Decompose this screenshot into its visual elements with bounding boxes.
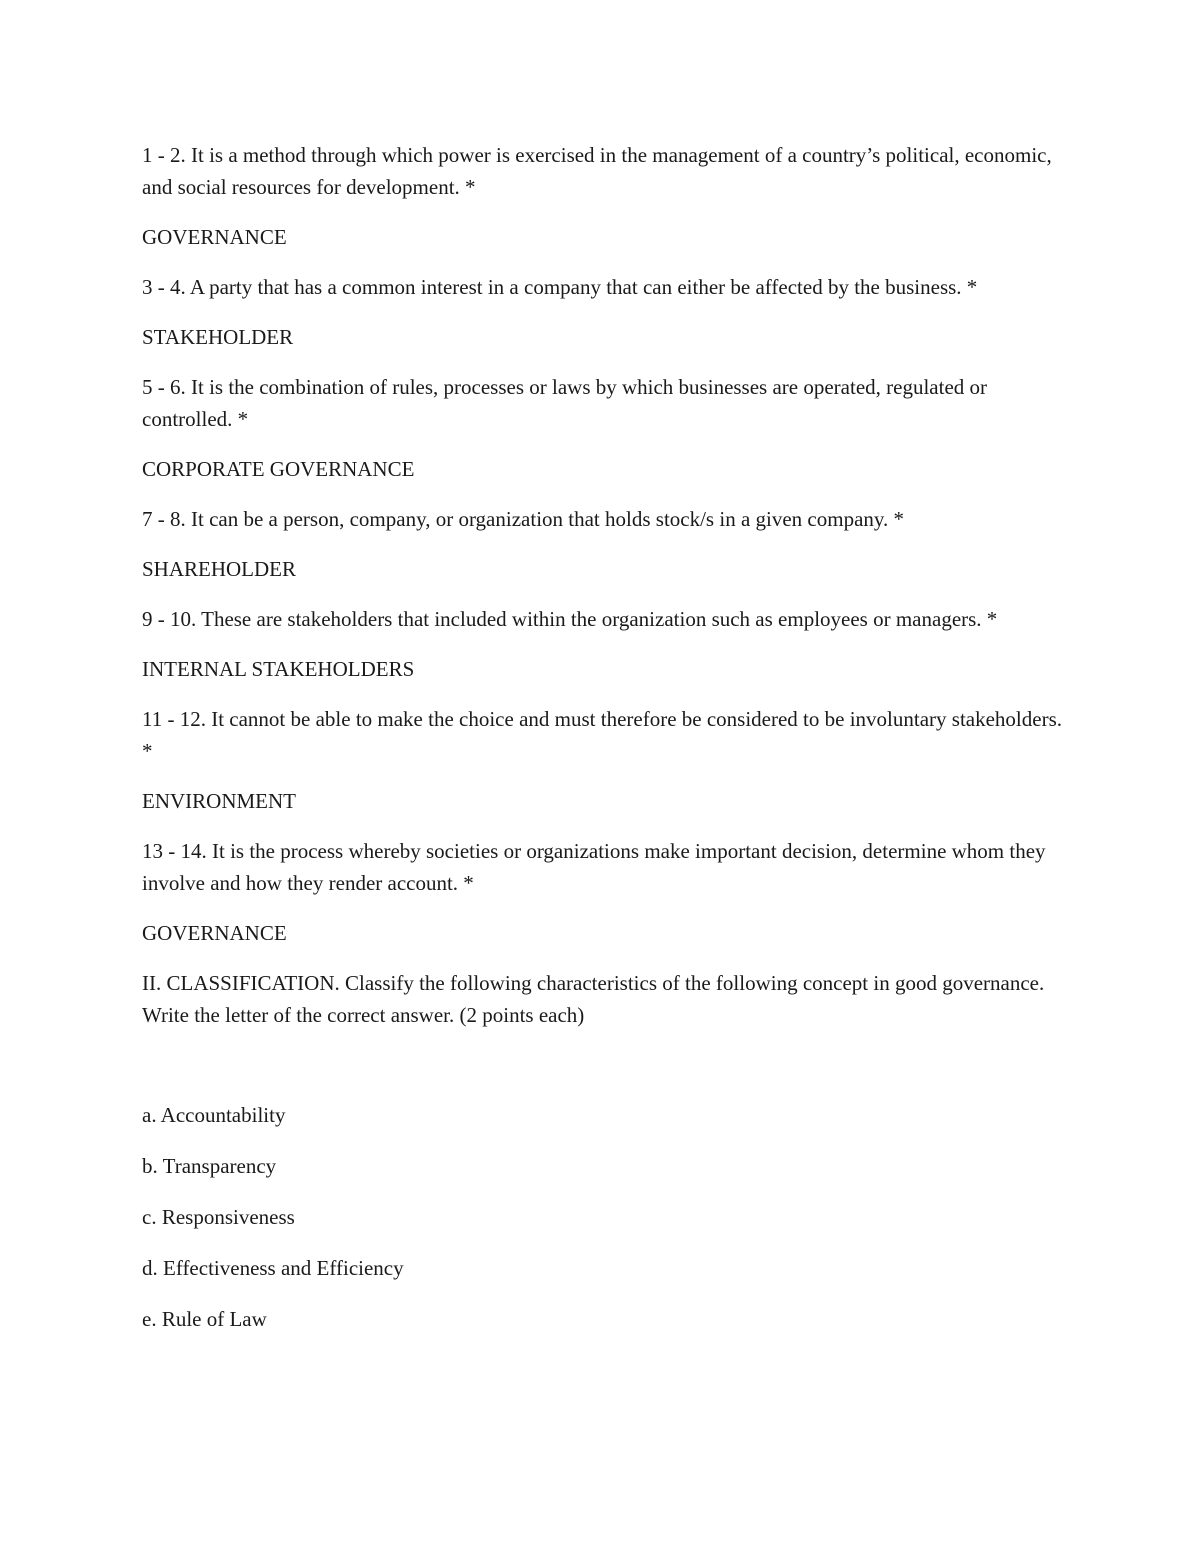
option-d: d. Effectiveness and Efficiency [142,1256,404,1280]
document-body [142,139,1062,1354]
option-c: c. Responsiveness [142,1205,295,1229]
question-1-2: 1 - 2. It is a method through which power is exercised in the management of a country’s political, economic, and social resources for development. * [142,143,1052,199]
answer-5-6: CORPORATE GOVERNANCE [142,457,415,481]
answer-3-4: STAKEHOLDER [142,325,294,349]
answer-1-2: GOVERNANCE [142,225,287,249]
answer-9-10: INTERNAL STAKEHOLDERS [142,657,415,681]
question-11-12: 11 - 12. It cannot be able to make the choice and must therefore be considered to be involuntary stakeholders. * [142,707,1062,763]
question-5-6: 5 - 6. It is the combination of rules, processes or laws by which businesses are operated, regulated or controlled. * [142,375,988,431]
question-9-10: 9 - 10. These are stakeholders that included within the organization such as employees or managers. * [142,607,998,631]
question-13-14: 13 - 14. It is the process whereby societies or organizations make important decision, determine whom they involve and how they render account. * [142,839,1046,895]
answer-13-14: GOVERNANCE [142,921,287,945]
answer-11-12: ENVIRONMENT [142,789,296,813]
classification-heading: II. CLASSIFICATION. Classify the following characteristics of the following concept in good governance. Write the letter of the correct answer. (2 points each) [142,971,1045,1027]
answer-7-8: SHAREHOLDER [142,557,297,581]
option-b: b. Transparency [142,1154,277,1178]
question-3-4: 3 - 4. A party that has a common interest in a company that can either be affected by the business. * [142,275,978,299]
question-7-8: 7 - 8. It can be a person, company, or organization that holds stock/s in a given company. * [142,507,905,531]
option-e: e. Rule of Law [142,1307,267,1331]
option-a: a. Accountability [142,1103,286,1127]
